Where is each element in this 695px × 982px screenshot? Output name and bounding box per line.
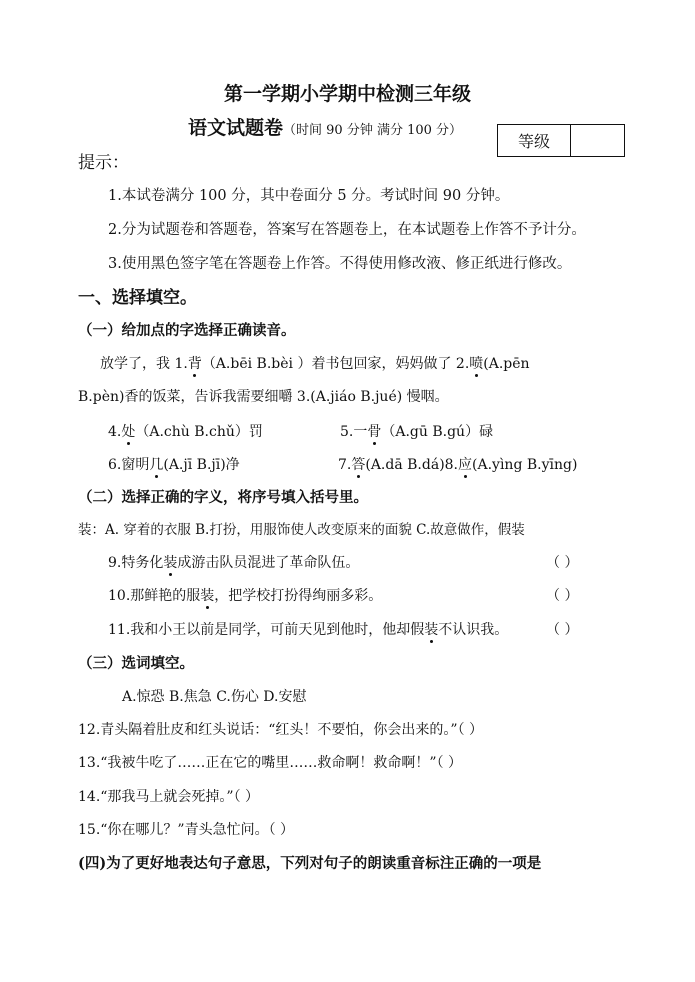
- answer-blank-11[interactable]: （ ）: [546, 622, 579, 638]
- text: ，把学校打扮得绚丽多彩。: [214, 588, 383, 604]
- part-4-heading: (四)为了更好地表达句子意思，下列对句子的朗读重音标注正确的一项是: [78, 855, 542, 872]
- rule-3: 3.使用黑色签字笔在答题卷上作答。不得使用修改液、修正纸进行修改。: [108, 256, 572, 272]
- text: (A.jī B.jī)净: [163, 457, 240, 473]
- answer-blank-10[interactable]: （ ）: [546, 588, 579, 604]
- part-1-heading: （一）给加点的字选择正确读音。: [78, 322, 296, 339]
- answer-blank-9[interactable]: （ ）: [546, 555, 579, 571]
- question-13: 13.“我被牛吃了……正在它的嘴里……救命啊！救命啊！”（ ）: [78, 755, 463, 771]
- question-6: [108, 455, 240, 475]
- question-12: 12.青头隔着肚皮和红头说话：“红头！不要怕，你会出来的。”（ ）: [78, 722, 484, 738]
- page-title: 第一学期小学期中检测三年级: [223, 83, 471, 105]
- dotted-char: 应: [458, 457, 473, 473]
- question-15: 15.“你在哪儿？”青头急忙问。（ ）: [78, 822, 295, 838]
- definition-line: 装：A. 穿着的衣服 B.打扮，用服饰使人改变原来的面貌 C.故意做作，假装: [78, 522, 525, 538]
- part-1-paragraph-line-1: [100, 354, 530, 374]
- dotted-char: 喷: [469, 356, 484, 372]
- hint-label: 提示：: [78, 153, 129, 173]
- text: （A.bēi B.bèi ）着书包回家，妈妈做了 2.: [201, 356, 470, 372]
- question-7-8: [338, 455, 577, 475]
- text: (A.jiáo B.jué) 慢咽。: [310, 389, 449, 405]
- text: 11.我和小王以前是同学，可前天见到他时，他却假: [108, 622, 425, 638]
- text: （A.gū B.gú）碌: [381, 424, 494, 440]
- dotted-char: 骨: [367, 424, 382, 440]
- section-1-heading: 一、选择填空。: [78, 288, 197, 308]
- text: 7.: [338, 457, 352, 473]
- text: 放学了，我 1.: [100, 356, 188, 372]
- text: 不认识我。: [438, 622, 509, 638]
- dotted-char: 装: [424, 622, 439, 638]
- text: (A.dā B.dá)8.: [365, 457, 459, 473]
- text: B.pèn)香的饭菜，告诉我需要细嚼 3.: [78, 389, 311, 405]
- dotted-char: 处: [121, 424, 136, 440]
- dotted-char: 装: [200, 588, 215, 604]
- part-3-heading: （三）选词填空。: [78, 655, 194, 672]
- grade-box: [497, 124, 625, 157]
- part-2-heading: （二）选择正确的字义，将序号填入括号里。: [78, 489, 368, 506]
- dotted-char: 答: [351, 457, 366, 473]
- text: 9.特务化: [108, 555, 164, 571]
- dotted-char: 装: [163, 555, 178, 571]
- question-4: [108, 422, 263, 442]
- question-5: [340, 422, 493, 442]
- grade-label: 等级: [498, 125, 571, 156]
- question-14: 14.“那我马上就会死掉。”（ ）: [78, 789, 260, 805]
- question-10: [108, 586, 382, 606]
- exam-subtitle: [188, 118, 462, 141]
- text: （A.chù B.chǔ）罚: [135, 424, 263, 440]
- text: (A.pēn: [483, 356, 530, 372]
- dotted-char: 背: [187, 356, 202, 372]
- part-1-paragraph-line-2: [78, 387, 449, 407]
- text: 10.那鲜艳的服: [108, 588, 201, 604]
- subject-title: 语文试题卷: [188, 117, 284, 139]
- time-info: （时间 90 分钟 满分 100 分）: [283, 123, 463, 138]
- question-11: [108, 620, 508, 640]
- question-9: [108, 553, 359, 573]
- text: 5.一: [340, 424, 368, 440]
- text: (A.yìng B.yīng): [472, 457, 578, 473]
- word-options: A.惊恐 B.焦急 C.伤心 D.安慰: [122, 689, 307, 705]
- dotted-char: 几: [149, 457, 164, 473]
- rule-2: 2.分为试题卷和答题卷，答案写在答题卷上，在本试题卷上作答不予计分。: [108, 222, 586, 238]
- rule-1: 1.本试卷满分 100 分，其中卷面分 5 分。考试时间 90 分钟。: [108, 188, 510, 204]
- text: 成游击队员混进了革命队伍。: [177, 555, 360, 571]
- grade-field[interactable]: [571, 125, 624, 156]
- text: 6.窗明: [108, 457, 150, 473]
- text: 4.: [108, 424, 122, 440]
